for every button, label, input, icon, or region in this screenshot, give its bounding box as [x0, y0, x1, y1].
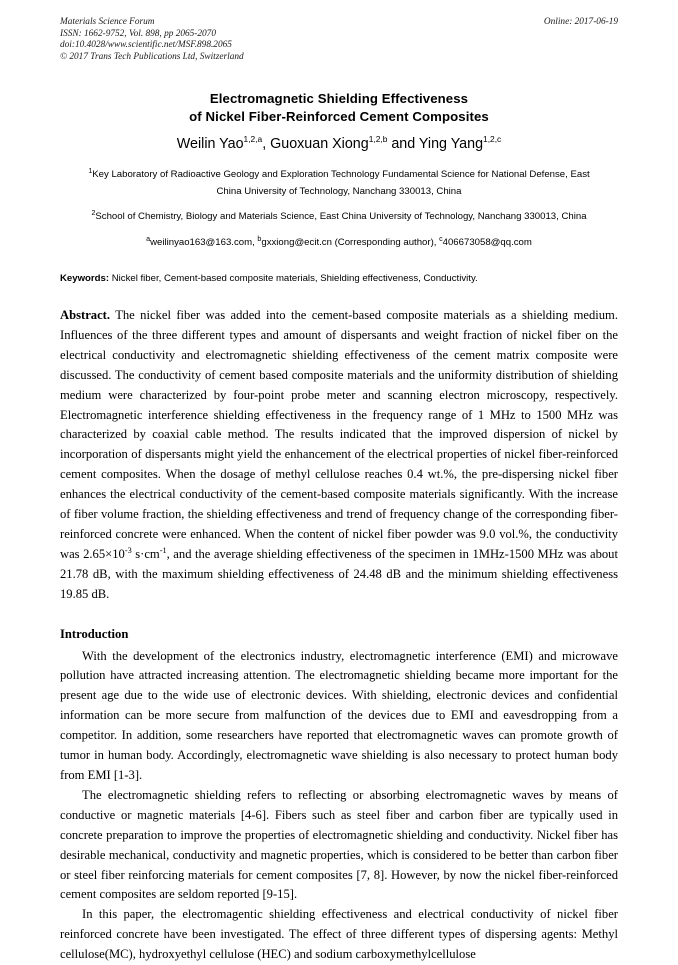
abstract-superscript-2: -1 — [159, 545, 167, 555]
affiliation-2 — [85, 209, 593, 225]
email-marker-b: b — [257, 234, 262, 243]
author-name-1: Weilin Yao — [176, 136, 244, 153]
author-list — [60, 135, 618, 154]
author-separator-2: and — [387, 136, 419, 153]
journal-copyright: © 2017 Trans Tech Publications Ltd, Switzerland — [60, 51, 244, 62]
introduction-paragraph-3: In this paper, the electromagentic shielding effectiveness and electrical conductivity of nickel fiber reinforced concrete have been investigated. The effect of three different types of dispersing agents: Methyl cellulose(MC), hydroxyethyl cellulose (HEC) and sodium carboxymethylcellulose — [60, 907, 618, 962]
affiliation-text-1: Key Laboratory of Radioactive Geology and Exploration Technology Fundamental Science for National Defense, East China University of Technology, Nanchang 330013, China — [92, 169, 590, 197]
keywords-value: Nickel fiber, Cement-based composite materials, Shielding effectiveness, Conductivity. — [109, 272, 478, 284]
author-affil-marker-3: 1,2,c — [483, 134, 502, 145]
email-address-b[interactable]: gxxiong@ecit.cn (Corresponding author), — [261, 236, 440, 248]
affiliation-marker-1: 1 — [88, 167, 93, 176]
abstract-text-part-1: The nickel fiber was added into the cement-based composite materials as a shielding medium. Influences of the three different types and amount of dispersants and weight fraction of nickel fiber on the electrical conductivity and electromagnetic shielding effectiveness of the cement matrix composite were discussed. The conductivity of cement based composite materials and the uniformity distribution of shielding medium were characterized by four-point probe meter and scanning electron microscopy, respectively. Electromagnetic interference shielding effectiveness in the frequency range of 1 MHz to 1500 MHz was characterized by coaxial cable method. The results indicated that the improved dispersion of nickel by incorporation of dispersants might yield the enhancement of the electrical properties of nickel fiber-reinforced cement composites. When the dosage of methyl cellulose reaches 0.4 wt.%, the pre-dispersing nickel fiber enhances the electrical conductivity of the cement-based composite materials significantly. With the increase of fiber volume fraction, the shielding effectiveness and trend of frequency change of the corresponding fiber-reinforced concrete were enhanced. When the content of nickel fiber powder was 9.0 vol.%, the conductivity was 2.65×10 — [60, 307, 618, 561]
author-emails — [60, 236, 618, 250]
title-line-2: of Nickel Fiber-Reinforced Cement Composites — [189, 108, 489, 124]
running-header — [60, 17, 618, 63]
affiliation-marker-2: 2 — [91, 208, 96, 217]
introduction-paragraph-1: With the development of the electronics industry, electromagnetic interference (EMI) and microwave pollution have attracted increasing attention. The electromagnetic shielding became more important for the present age due to the wide use of electronic devices. With shielding, electronic devices and confidential information can be more secure from malfunction of the devices due to EMI and eavesdropping from a competitor. In addition, some researchers have reported that electromagnetic waves can promote growth of tumor in human body. Accordingly, electromagnetic wave shielding is also necessary to protect human body from EMI [1-3]. — [60, 648, 618, 783]
journal-name: Materials Science Forum — [60, 17, 155, 27]
abstract-superscript-1: -3 — [124, 545, 132, 555]
affiliation-text-2: School of Chemistry, Biology and Materials Science, East China University of Technology, Nanchang 330013, China — [95, 210, 587, 222]
affiliation-list — [60, 167, 618, 225]
introduction-paragraph-2: The electromagnetic shielding refers to reflecting or absorbing electromagnetic waves by means of conductive or magnetic materials [4-6]. Fibers such as steel fiber and carbon fiber are typically used in concrete preparation to improve the properties of electromagnetic shielding and conductivity. Nickel fiber has desirable mechanical, conductivity and magnetic properties, which is considered to be better than carbon fiber or steel fiber reinforcing materials for cement composites [7, 8]. However, by now the nickel fiber-reinforced cement composites are seldom reported [9-15]. — [60, 787, 618, 902]
abstract-text-part-2: s·cm — [131, 546, 160, 561]
keywords-label: Keywords: — [60, 272, 110, 284]
email-marker-a: a — [146, 234, 151, 243]
author-affil-marker-2: 1,2,b — [368, 134, 388, 145]
email-marker-c: c — [439, 234, 443, 243]
journal-doi: doi:10.4028/www.scientific.net/MSF.898.2065 — [60, 40, 232, 51]
author-affil-marker-1: 1,2,a — [243, 134, 263, 145]
online-date: Online: 2017-06-19 — [543, 17, 618, 27]
title-line-1: Electromagnetic Shielding Effectiveness — [209, 91, 469, 107]
abstract-paragraph — [60, 306, 618, 605]
abstract-label: Abstract. — [60, 307, 111, 322]
email-address-a[interactable]: weilinyao163@163.com, — [150, 236, 258, 248]
author-separator-1: , — [262, 136, 271, 153]
author-name-3: Ying Yang — [418, 136, 484, 153]
abstract-text-part-3: , and the average shielding effectiveness of the specimen in 1MHz-1500 MHz was about 21.78 dB, with the maximum shielding effectiveness of 24.48 dB and the minimum shielding effectiveness 19.85 dB. — [60, 546, 618, 601]
keywords-line — [60, 272, 618, 286]
author-name-2: Guoxuan Xiong — [270, 136, 369, 153]
paper-title — [60, 90, 618, 125]
page-content — [60, 0, 618, 965]
journal-issn: ISSN: 1662-9752, Vol. 898, pp 2065-2070 — [60, 28, 216, 39]
journal-meta-block — [60, 17, 460, 63]
section-heading-introduction: Introduction — [60, 626, 129, 641]
affiliation-1 — [75, 167, 603, 199]
email-address-c[interactable]: 406673058@qq.com — [442, 236, 532, 248]
